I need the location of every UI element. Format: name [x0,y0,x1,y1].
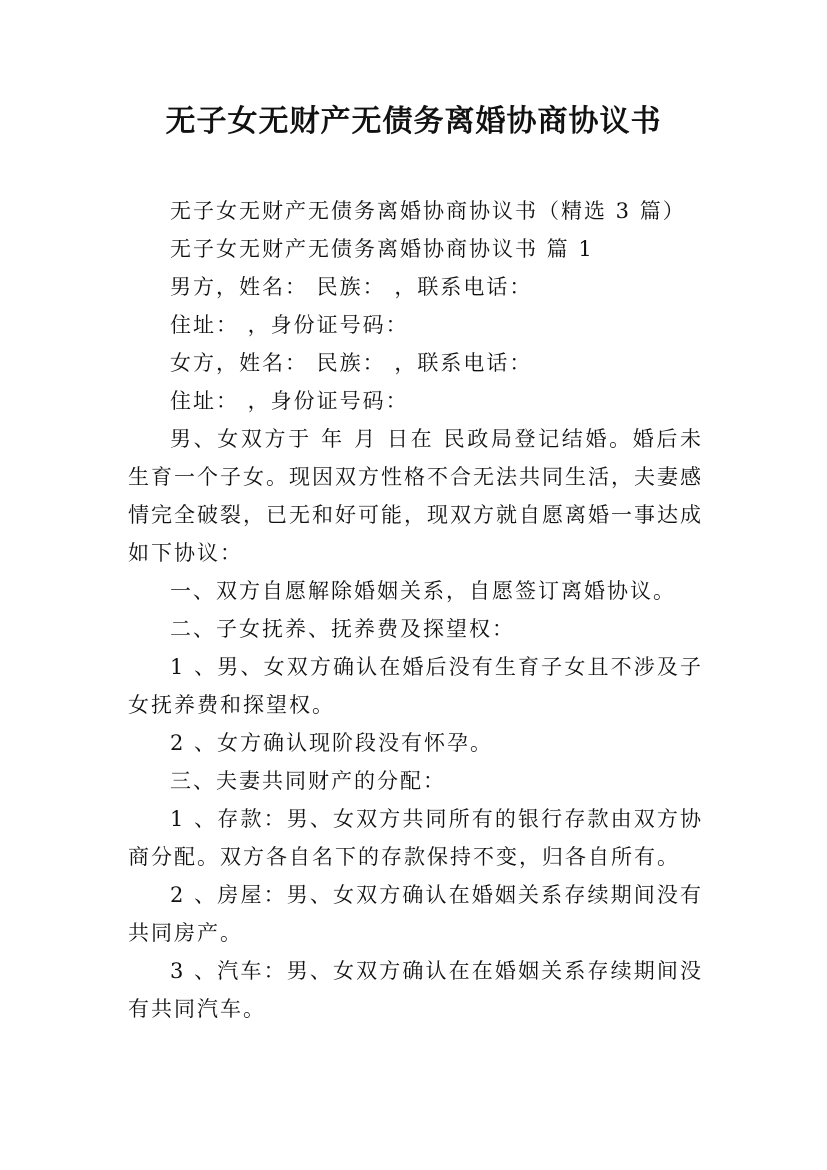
clause-3-item-1: 1 、存款：男、女双方共同所有的银行存款由双方协商分配。双方各自名下的存款保持不变，归各自所有。 [128,807,703,869]
marriage-statement: 男、女双方于 年 月 日在 民政局登记结婚。婚后未生育一个子女。现因双方性格不合无法共同生活，夫妻感情完全破裂，已无和好可能，现双方就自愿离婚一事达成如下协议： [128,427,703,565]
female-party-address: 住址： ，身份证号码： [170,389,409,413]
clause-1: 一、双方自愿解除婚姻关系，自愿签订离婚协议。 [170,579,676,603]
document-title: 无子女无财产无债务离婚协商协议书 [165,104,662,139]
clause-3-heading: 三、夫妻共同财产的分配： [170,769,446,793]
clause-2-heading: 二、子女抚养、抚养费及探望权： [170,617,515,641]
clause-3-item-2: 2 、房屋：男、女双方确认在婚姻关系存续期间没有共同房产。 [128,883,703,945]
clause-2-item-1: 1 、男、女双方确认在婚后没有生育子女且不涉及子女抚养费和探望权。 [128,655,703,717]
female-party-info: 女方，姓名： 民族： ，联系电话： [170,351,533,375]
male-party-address: 住址： ，身份证号码： [170,313,409,337]
clause-3-item-3: 3 、汽车：男、女双方确认在在婚姻关系存续期间没有共同汽车。 [128,959,703,1021]
document-body [128,192,703,1028]
subtitle-selection: 无子女无财产无债务离婚协商协议书（精选 3 篇） [170,199,686,223]
male-party-info: 男方，姓名： 民族： ，联系电话： [170,275,533,299]
section-heading: 无子女无财产无债务离婚协商协议书 篇 1 [170,237,594,261]
clause-2-item-2: 2 、女方确认现阶段没有怀孕。 [170,731,494,755]
